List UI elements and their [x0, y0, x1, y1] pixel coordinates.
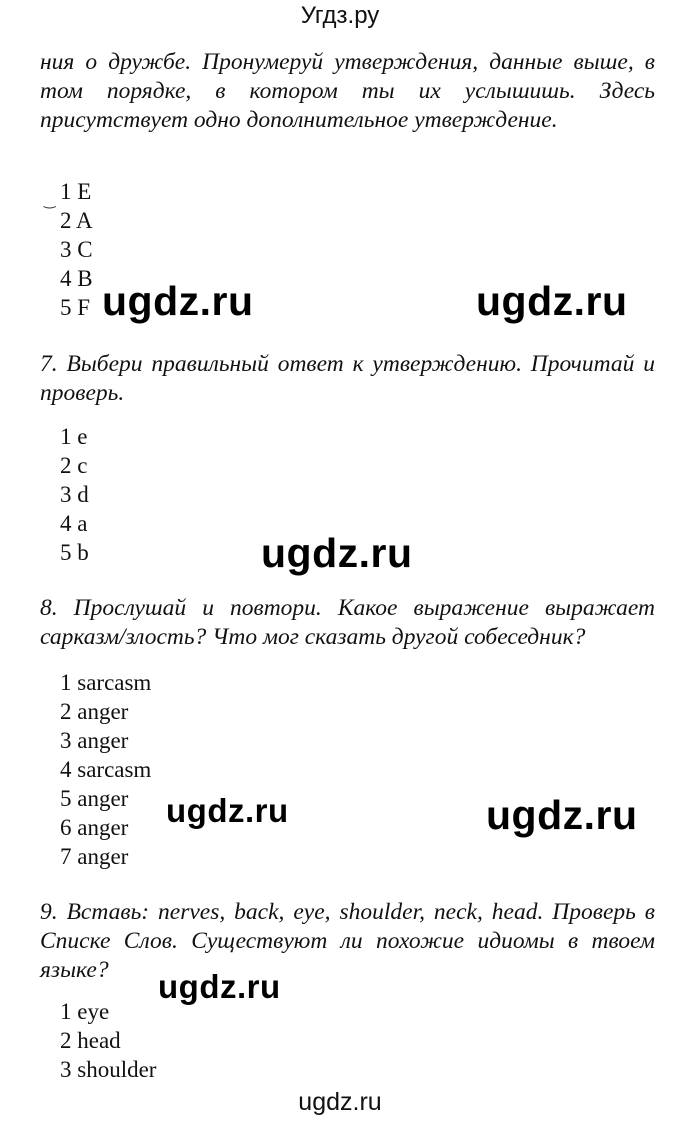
answer-item: 7 anger: [60, 844, 129, 869]
answer-item: 3 anger: [60, 728, 129, 753]
site-footer: ugdz.ru: [298, 1088, 382, 1116]
task-7-question: 7. Выбери правильный ответ к утверждению. Прочитай и проверь.: [40, 351, 655, 406]
answer-item: 3 C: [60, 237, 93, 262]
answers-list-6: [60, 177, 93, 322]
answer-item: 4 sarcasm: [60, 757, 152, 782]
answers-list-7: [60, 422, 89, 567]
answer-item: 1 e: [60, 424, 88, 449]
watermark: ugdz.ru: [158, 968, 281, 1005]
answer-item: 4 B: [60, 266, 93, 291]
stray-mark: ‿: [44, 194, 56, 209]
answer-item: 5 b: [60, 540, 89, 565]
answers-list-8: [60, 668, 151, 871]
watermark: ugdz.ru: [261, 530, 413, 576]
answer-item: 1 E: [60, 179, 92, 204]
watermark: ugdz.ru: [486, 792, 638, 838]
answer-item: 2 head: [60, 1028, 121, 1053]
site-header: Угдз.ру: [300, 2, 380, 29]
task-8-question: 8. Прослушай и повтори. Какое выражение выражает сарказм/злость? Что мог сказать другой собеседник?: [40, 595, 655, 650]
answer-item: 4 a: [60, 511, 88, 536]
answer-item: 3 shoulder: [60, 1057, 157, 1082]
answer-item: 2 c: [60, 453, 88, 478]
watermark: ugdz.ru: [476, 278, 628, 324]
answer-item: 2 A: [60, 208, 93, 233]
answer-item: 1 sarcasm: [60, 670, 152, 695]
answer-item: 1 eye: [60, 999, 110, 1024]
answer-item: 3 d: [60, 482, 89, 507]
answer-item: 2 anger: [60, 699, 129, 724]
task-9-question: 9. Вставь: nerves, back, eye, shoulder, neck, head. Проверь в Списке Слов. Существуют ли похожие идиомы в твоем языке?: [40, 899, 655, 983]
answer-item: 5 F: [60, 295, 91, 320]
watermark: ugdz.ru: [166, 792, 289, 829]
answers-list-9: [60, 997, 156, 1084]
answer-item: 6 anger: [60, 815, 129, 840]
answer-item: 5 anger: [60, 786, 129, 811]
watermark: ugdz.ru: [102, 278, 254, 324]
intro-paragraph: ния о дружбе. Пронумеруй утверждения, данные выше, в том порядке, в котором ты их услышишь. Здесь присутствует одно дополнительное утверждение.: [40, 49, 655, 133]
